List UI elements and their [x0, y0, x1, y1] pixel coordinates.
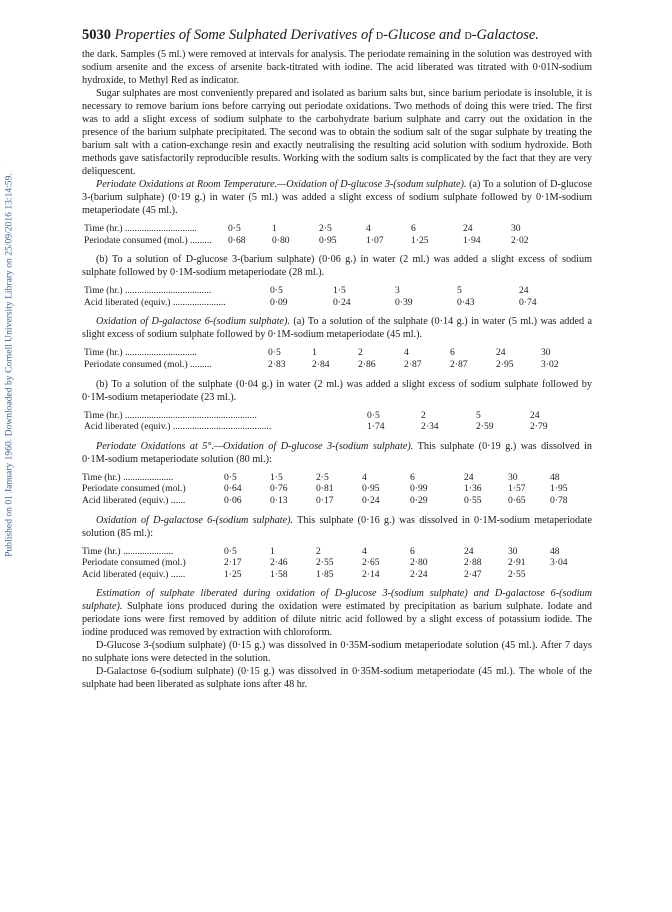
- running-title-d-2: d: [464, 27, 472, 43]
- table-5deg-glucose: [82, 472, 568, 507]
- running-title: [115, 27, 539, 43]
- table-cell: 5: [476, 409, 481, 421]
- page-header: [82, 26, 592, 44]
- table-cell: 2: [316, 545, 321, 557]
- table-cell: 6: [410, 471, 415, 483]
- section-heading-sulphate-estimation: Estimation of sulphate liberated during oxidation of D-glucose 3-(sodium sulphate) and D-galactose 6-(sodium sulphate).: [82, 588, 592, 613]
- table-row-label: Time (hr.) .....................: [82, 471, 174, 483]
- section-heading-5deg-galactose: Oxidation of D-galactose 6-(sodium sulphate).: [96, 514, 294, 526]
- section-heading-galactose: Oxidation of D-galactose 6-(sodium sulphate).: [96, 316, 290, 328]
- table-row: [84, 421, 548, 433]
- table-row-label: Acid liberated (equiv.) ......: [82, 494, 186, 506]
- table-cell: 2·87: [450, 358, 468, 370]
- table-cell: 0·55: [464, 494, 482, 506]
- table-cell: 1·25: [224, 568, 242, 580]
- running-title-d-1: d: [375, 27, 384, 43]
- table-cell: 1·36: [464, 483, 482, 495]
- table-cell: 0·5: [270, 285, 283, 297]
- table-cell: 2·17: [224, 557, 242, 569]
- table-cell: 30: [508, 545, 518, 557]
- paragraph-room-temp-glucose-b: (b) To a solution of D-glucose 3-(barium sulphate) (0·06 g.) in water (2 ml.) was added a slight excess of sodium sulphate followed by 0·1M-sodium metaperiodate (28 ml.).: [82, 254, 592, 279]
- table-cell: 2·65: [362, 557, 380, 569]
- table-row-label: Periodate consumed (mol.): [82, 483, 186, 495]
- table-row-label: Acid liberated (equiv.) ......: [82, 568, 186, 580]
- table-cell: 0·29: [410, 494, 428, 506]
- table-row-label: Time (hr.) ..............................: [84, 223, 197, 234]
- table-cell: 2: [421, 409, 426, 421]
- table-cell: 0·95: [319, 234, 337, 246]
- table-cell: 30: [508, 471, 518, 483]
- table-cell: [550, 569, 568, 581]
- table-cell: 2·59: [476, 421, 494, 433]
- table-row-label: Acid liberated (equiv.) ......................: [84, 296, 226, 308]
- table-row-label: Time (hr.) .......................................................: [84, 409, 257, 421]
- table-cell: 0·5: [228, 223, 241, 234]
- table-cell: 3·04: [550, 557, 568, 569]
- table-cell: 0·24: [362, 494, 380, 506]
- table-cell: 0·17: [316, 494, 334, 506]
- table-cell: 0·95: [362, 483, 380, 495]
- paragraph-5deg-glucose-body: This sulphate (0·19 g.) was dissolved in 0·1M-sodium metaperiodate solution (80 ml.):: [82, 440, 592, 465]
- table-cell: 1·58: [270, 568, 288, 580]
- table-row-label: Time (hr.) ....................................: [84, 285, 212, 297]
- table-cell: 2·55: [316, 557, 334, 569]
- paragraph-galactose-sulphate-ions: D-Galactose 6-(sodium sulphate) (0·15 g.) was dissolved in 0·35M-sodium metaperiodate (45 ml.). The whole of the sulphate had been liberated as sulphate ions after 48 hr.: [82, 666, 592, 691]
- running-title-part-2: -Glucose and: [383, 27, 465, 43]
- table-cell: 2·84: [312, 358, 330, 370]
- table-cell: 0·99: [410, 483, 428, 495]
- table-cell: 6: [410, 545, 415, 557]
- table-cell: 1·5: [333, 285, 346, 297]
- table-row: [84, 410, 548, 422]
- table-row: [82, 483, 568, 495]
- table-row: [82, 546, 568, 558]
- table-cell: 48: [550, 471, 560, 483]
- table-cell: 0·5: [367, 409, 380, 421]
- paragraph-room-temp-glucose-a-body: (a) To a solution of D-glucose 3-(barium sulphate) (0·19 g.) in water (5 ml.) was added a slight excess of sodium sulphate followed by 0·1M-sodium metaperiodate (45 ml.).: [82, 179, 592, 216]
- table-row: [84, 297, 537, 309]
- paragraph-room-temp-galactose-a: [82, 315, 592, 341]
- paragraph-glucose-sulphate-ions: D-Glucose 3-(sodium sulphate) (0·15 g.) was dissolved in 0·35M-sodium metaperiodate solution (45 ml.). After 7 days no sulphate ions were detected in the solution.: [82, 640, 592, 665]
- table-cell: 2·95: [496, 358, 514, 370]
- table-row-label: Periodate consumed (mol.) .........: [84, 358, 212, 370]
- table-row-label: Time (hr.) .....................: [82, 545, 174, 557]
- table-galactose-periodate-consumed: [84, 347, 559, 370]
- table-cell: 2·34: [421, 421, 439, 433]
- table-cell: 0·76: [270, 483, 288, 495]
- table-cell: 0·74: [519, 296, 537, 308]
- table-cell: 48: [550, 545, 560, 557]
- table-cell: 1·94: [463, 234, 481, 246]
- table-cell: 0·39: [395, 296, 413, 308]
- table-row: [84, 235, 529, 247]
- running-title-part-1: Properties of Some Sulphated Derivatives of: [114, 27, 376, 43]
- section-heading-5-degrees: Periodate Oxidations at 5°.—Oxidation of D-glucose 3-(sodium sulphate).: [96, 440, 414, 452]
- table-cell: 0·13: [270, 494, 288, 506]
- table-cell: 0·5: [268, 347, 281, 359]
- table-row: [84, 347, 559, 359]
- table-cell: 2·80: [410, 557, 428, 569]
- table-cell: 0·81: [316, 483, 334, 495]
- table-cell: 0·78: [550, 494, 568, 506]
- table-row: [82, 495, 568, 507]
- table-cell: 24: [496, 347, 506, 359]
- table-cell: 2·79: [530, 421, 548, 433]
- table-cell: 1·95: [550, 483, 568, 495]
- table-row-label: Acid liberated (equiv.) .........................................: [84, 421, 272, 433]
- table-cell: 2·91: [508, 557, 526, 569]
- table-cell: 1·07: [366, 234, 384, 246]
- table-cell: 24: [463, 223, 473, 234]
- table-cell: 6: [411, 223, 416, 234]
- download-notice-sidebar: [2, 130, 16, 600]
- table-cell: 1·5: [270, 471, 283, 483]
- table-cell: 1·57: [508, 483, 526, 495]
- table-cell: 2·02: [511, 234, 529, 246]
- paragraph-5deg-galactose: [82, 514, 592, 540]
- paragraph-sugar-sulphates: Sugar sulphates are most conveniently prepared and isolated as barium salts but, since barium periodate is insoluble, it is necessary to remove barium ions before carrying out periodate oxidations. Two methods of doing this were tried. The first was to add a slight excess of sodium sulphate to the carbohydrate barium sulphate and carry out the oxidation in the presence of the barium sulphate precipitated. The second was to obtain the sodium salt of the sugar sulphate by treating the barium salt with a cation-exchange resin and exactly neutralising the resulting acid solution with sodium hydroxide. Both methods gave satisfactorily reproducible results. Working with the sodium salts is complicated by the fact that they are very deliquescent.: [82, 88, 592, 177]
- table-cell: 3: [395, 285, 400, 297]
- table-cell: 2·87: [404, 358, 422, 370]
- table-row: [82, 569, 568, 581]
- table-cell: 5: [457, 285, 462, 297]
- table-cell: 30: [541, 347, 551, 359]
- table-cell: 1·74: [367, 421, 385, 433]
- table-cell: 4: [362, 545, 367, 557]
- table-cell: 3·02: [541, 358, 559, 370]
- paragraph-analysis-method: the dark. Samples (5 ml.) were removed at intervals for analysis. The periodate remaining in the solution was destroyed with sodium arsenite and the excess of arsenite back-titrated with iodine. The acid liberated was titrated with 0·01N-sodium hydroxide, to Methyl Red as indicator.: [82, 49, 592, 86]
- table-cell: 1: [270, 545, 275, 557]
- table-cell: 24: [530, 409, 540, 421]
- table-cell: 0·65: [508, 494, 526, 506]
- table-cell: 0·80: [272, 234, 290, 246]
- table-cell: 4: [404, 347, 409, 359]
- paragraph-5deg-glucose: [82, 440, 592, 466]
- download-notice-text: Published on 01 January 1960. Downloaded by Cornell University Library on 25/09/2016 13:14:59.: [3, 173, 15, 557]
- table-cell: 2·47: [464, 568, 482, 580]
- table-galactose-acid-liberated: [84, 410, 548, 433]
- paragraph-sulphate-estimation: [82, 587, 592, 639]
- paragraph-5deg-galactose-body: This sulphate (0·16 g.) was dissolved in 0·1M-sodium metaperiodate solution (85 ml.):: [82, 514, 592, 539]
- table-row: [84, 359, 559, 371]
- table-row-label: Periodate consumed (mol.) .........: [84, 234, 212, 246]
- table-row-label: Time (hr.) ..............................: [84, 347, 197, 359]
- table-cell: 0·24: [333, 296, 351, 308]
- table-cell: 0·68: [228, 234, 246, 246]
- table-cell: 0·43: [457, 296, 475, 308]
- table-cell: 2·24: [410, 568, 428, 580]
- table-cell: 0·5: [224, 471, 237, 483]
- table-cell: 2·88: [464, 557, 482, 569]
- table-5deg-galactose: [82, 546, 568, 581]
- table-row: [82, 557, 568, 569]
- table-cell: 4: [362, 471, 367, 483]
- paragraph-sulphate-estimation-body: Sulphate ions produced during the oxidation were estimated by precipitation as barium sulphate. Iodate and periodate ions were first removed by addition of dilute nitric acid followed by a slight excess of potassium iodide. The iodine produced was removed by extraction with chloroform.: [82, 601, 592, 639]
- table-cell: 2·14: [362, 568, 380, 580]
- paragraph-room-temp-glucose-a: [82, 178, 592, 217]
- paragraph-room-temp-galactose-b: (b) To a solution of the sulphate (0·04 g.) in water (2 ml.) was added a slight excess of sodium sulphate followed by 0·1M-sodium metaperiodate (23 ml.).: [82, 378, 592, 403]
- table-row: [84, 285, 537, 297]
- paragraph-room-temp-galactose-a-body: (a) To a solution of the sulphate (0·14 g.) in water (5 ml.) was added a slight excess of sodium sulphate followed by 0·1M-sodium metaperiodate (45 ml.).: [82, 316, 592, 341]
- table-row: [84, 223, 529, 235]
- table-cell: 0·06: [224, 494, 242, 506]
- journal-page: [82, 26, 592, 691]
- table-cell: 2·55: [508, 568, 526, 580]
- table-cell: 24: [464, 545, 474, 557]
- table-cell: 0·5: [224, 545, 237, 557]
- table-cell: 2·46: [270, 557, 288, 569]
- section-heading-room-temperature: Periodate Oxidations at Room Temperature.—Oxidation of D-glucose 3-(sodum sulphate).: [96, 179, 467, 190]
- page-number: 5030: [82, 27, 111, 43]
- running-title-part-3: -Galactose.: [471, 27, 539, 43]
- table-glucose-acid-liberated: [84, 285, 537, 308]
- table-cell: 24: [464, 471, 474, 483]
- table-cell: 0·64: [224, 483, 242, 495]
- table-cell: 1·25: [411, 234, 429, 246]
- table-cell: 4: [366, 223, 371, 234]
- table-cell: 24: [519, 285, 529, 297]
- table-row-label: Periodate consumed (mol.): [82, 557, 186, 569]
- table-glucose-periodate-consumed: [84, 223, 529, 246]
- table-cell: 1: [312, 347, 317, 359]
- table-cell: 30: [511, 223, 521, 234]
- table-cell: 2·5: [316, 471, 329, 483]
- table-cell: 2·86: [358, 358, 376, 370]
- table-cell: 6: [450, 347, 455, 359]
- table-cell: 2·5: [319, 223, 332, 234]
- table-cell: 2·83: [268, 358, 286, 370]
- table-cell: 1: [272, 223, 277, 234]
- table-row: [82, 472, 568, 484]
- table-cell: 0·09: [270, 296, 288, 308]
- table-cell: 1·85: [316, 568, 334, 580]
- table-cell: 2: [358, 347, 363, 359]
